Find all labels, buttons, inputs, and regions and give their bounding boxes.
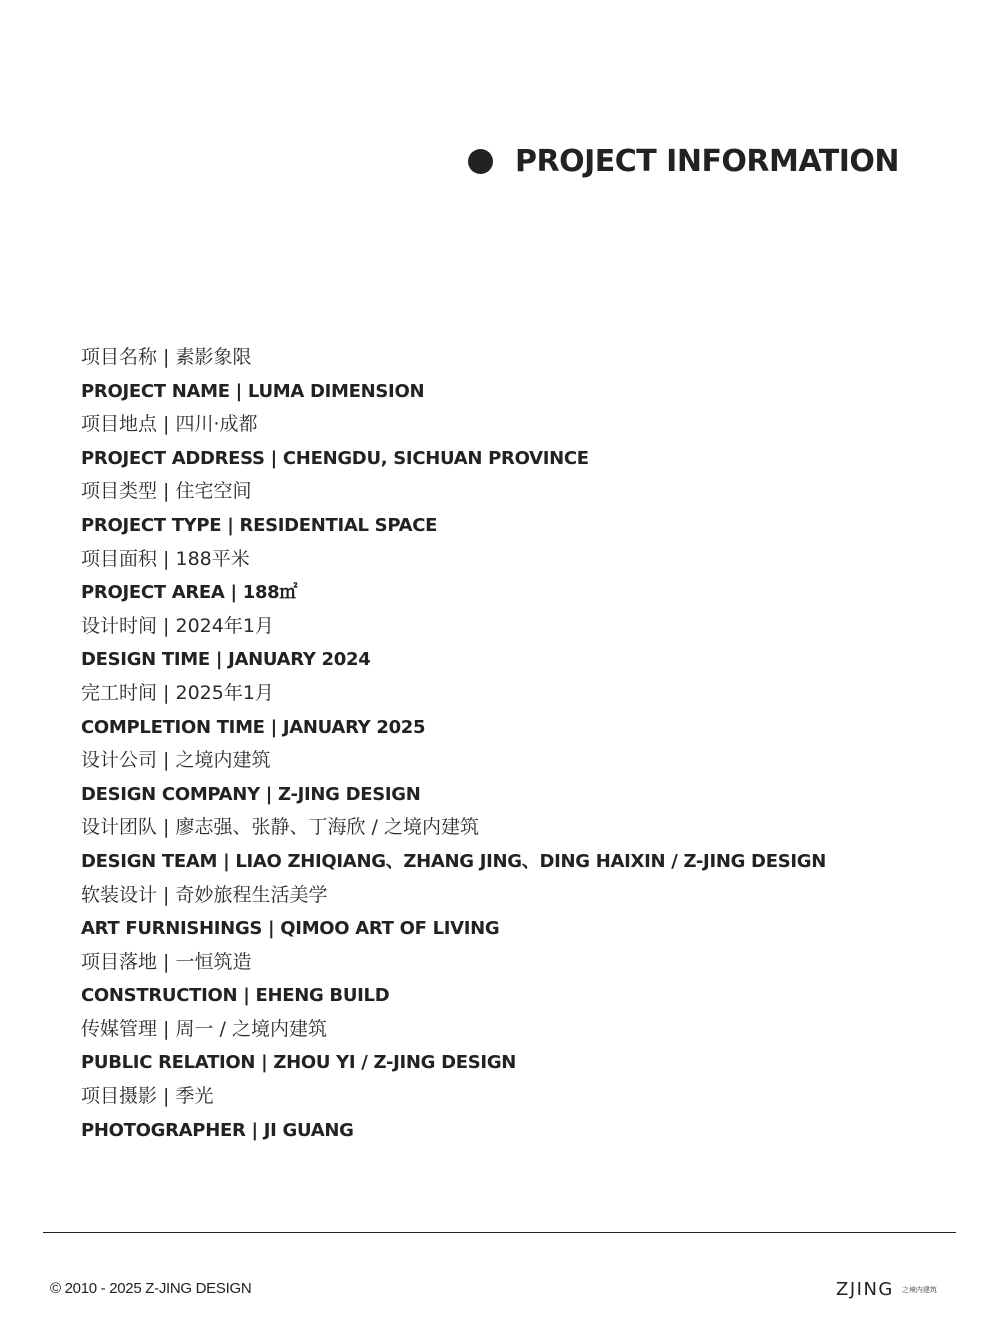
- info-line: 项目类型 | 住宅空间: [81, 480, 252, 503]
- brand-logo: [836, 1279, 937, 1300]
- copyright-text: © 2010 - 2025 Z-JING DESIGN: [50, 1280, 252, 1297]
- info-line: PROJECT NAME | LUMA DIMENSION: [81, 380, 425, 402]
- project-info-list: [81, 341, 961, 1147]
- footer-divider: [43, 1232, 956, 1233]
- info-line: DESIGN TIME | JANUARY 2024: [81, 649, 371, 671]
- info-line: 设计时间 | 2024年1月: [81, 614, 274, 637]
- info-line: 完工时间 | 2025年1月: [81, 681, 274, 704]
- info-line: DESIGN COMPANY | Z-JING DESIGN: [81, 783, 421, 805]
- logo-mark: ZJING: [836, 1279, 894, 1300]
- info-line: 项目落地 | 一恒筑造: [81, 950, 252, 973]
- info-line: 设计公司 | 之境内建筑: [81, 749, 271, 772]
- info-line: DESIGN TEAM | LIAO ZHIQIANG、ZHANG JING、DING HAIXIN / Z-JING DESIGN: [81, 850, 826, 872]
- info-line: 项目面积 | 188平米: [81, 547, 250, 570]
- info-line: CONSTRUCTION | EHENG BUILD: [81, 985, 390, 1007]
- info-line: PUBLIC RELATION | ZHOU YI / Z-JING DESIGN: [81, 1052, 517, 1074]
- section-heading: [468, 138, 899, 184]
- info-line: 软装设计 | 奇妙旅程生活美学: [81, 883, 328, 906]
- info-line: ART FURNISHINGS | QIMOO ART OF LIVING: [81, 918, 500, 940]
- logo-subtitle: 之境内建筑: [901, 1285, 937, 1294]
- info-line: 设计团队 | 廖志强、张静、丁海欣 / 之境内建筑: [81, 816, 479, 839]
- info-line: 项目摄影 | 季光: [81, 1085, 214, 1108]
- page-title: PROJECT INFORMATION: [515, 143, 900, 179]
- info-line: PROJECT TYPE | RESIDENTIAL SPACE: [81, 514, 438, 536]
- info-line: 传媒管理 | 周一 / 之境内建筑: [81, 1017, 327, 1040]
- info-line: PROJECT AREA | 188㎡: [81, 582, 298, 604]
- info-line: 项目地点 | 四川·成都: [81, 413, 258, 436]
- bullet-dot-icon: [468, 149, 493, 174]
- info-line: 项目名称 | 素影象限: [81, 346, 252, 368]
- info-line: PHOTOGRAPHER | JI GUANG: [81, 1119, 354, 1141]
- info-line: COMPLETION TIME | JANUARY 2025: [81, 716, 426, 738]
- info-line: PROJECT ADDRESS | CHENGDU, SICHUAN PROVINCE: [81, 447, 589, 469]
